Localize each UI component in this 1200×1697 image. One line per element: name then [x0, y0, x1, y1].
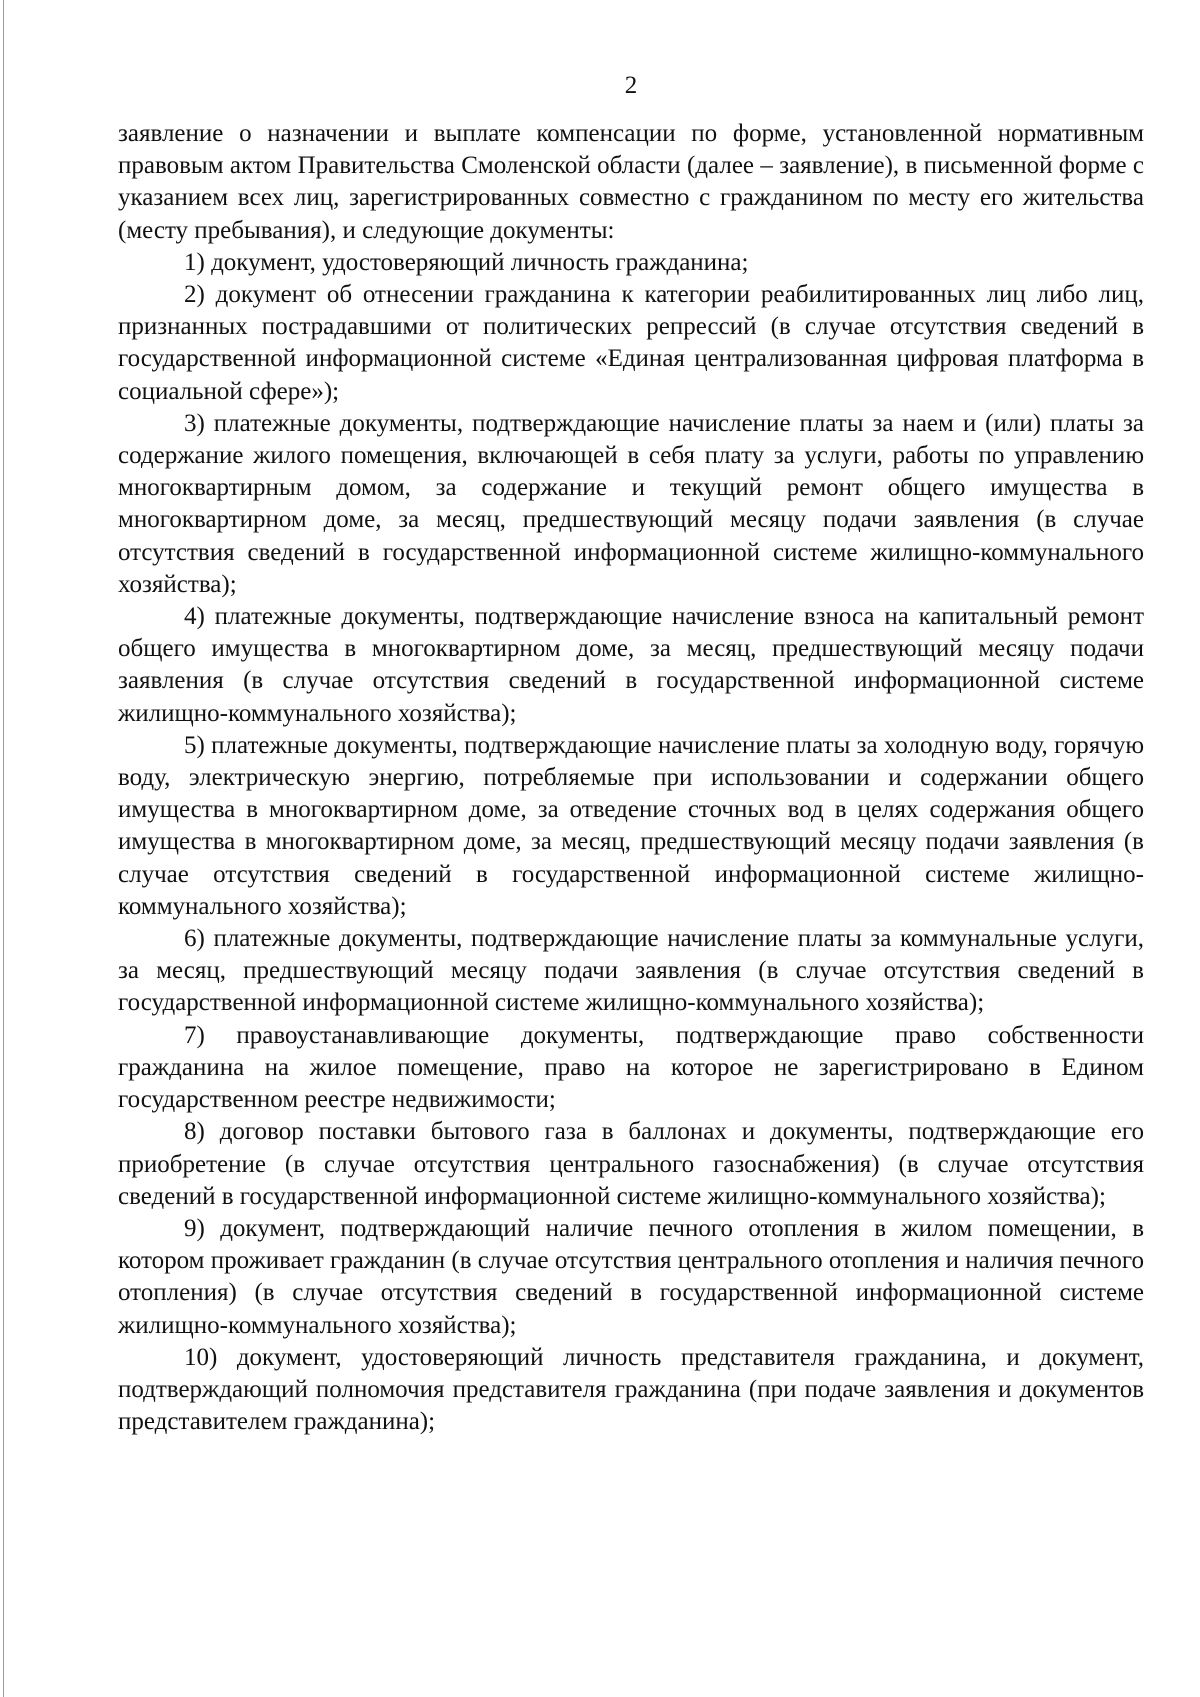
document-page: [118, 70, 1144, 1438]
list-item-2: 2) документ об отнесении гражданина к категории реабилитированных лиц либо лиц, признанных пострадавшими от политических репрессий (в случае отсутствия сведений в государственной информационной системе «Единая централизованная цифровая платформа в социальной сфере»);: [118, 281, 1144, 405]
list-item-6: 6) платежные документы, подтверждающие начисление платы за коммунальные услуги, за месяц, предшествующий месяцу подачи заявления (в случае отсутствия сведений в государственной информационной системе жилищно-коммунального хозяйства);: [118, 925, 1144, 1017]
list-item-7: 7) правоустанавливающие документы, подтверждающие право собственности гражданина на жилое помещение, право на которое не зарегистрировано в Едином государственном реестре недвижимости;: [118, 1021, 1144, 1114]
scan-left-edge-line: [3, 0, 4, 1697]
list-item-1: 1) документ, удостоверяющий личность гражданина;: [184, 248, 749, 276]
page-number: 2: [624, 72, 638, 99]
paragraph-intro: заявление о назначении и выплате компенсации по форме, установленной нормативным правовым актом Правительства Смоленской области (далее – заявление), в письменной форме с указанием всех лиц, зарегистрированных совместно с гражданином по месту его жительства (месту пребывания), и следующие документы:: [118, 120, 1144, 244]
list-item-5: 5) платежные документы, подтверждающие начисление платы за холодную воду, горячую воду, электрическую энергию, потребляемые при использовании и содержании общего имущества в многоквартирном доме, за отведение сточных вод в целях содержания общего имущества в многоквартирном доме, за месяц, предшествующий месяцу подачи заявления (в случае отсутствия сведений в государственной информационной системе жилищно-коммунального хозяйства);: [118, 731, 1144, 920]
list-item-9: 9) документ, подтверждающий наличие печного отопления в жилом помещении, в котором проживает гражданин (в случае отсутствия центрального отопления и наличия печного отопления) (в случае отсутствия сведений в государственной информационной системе жилищно-коммунального хозяйства);: [118, 1214, 1144, 1339]
list-item-8: 8) договор поставки бытового газа в баллонах и документы, подтверждающие его приобретение (в случае отсутствия центрального газоснабжения) (в случае отсутствия сведений в государственной информационной системе жилищно-коммунального хозяйства);: [118, 1118, 1144, 1210]
list-item-10: 10) документ, удостоверяющий личность представителя гражданина, и документ, подтверждающий полномочия представителя гражданина (при подаче заявления и документов представителем гражданина);: [118, 1343, 1144, 1436]
list-item-3: 3) платежные документы, подтверждающие начисление платы за наем и (или) платы за содержание жилого помещения, включающей в себя плату за услуги, работы по управлению многоквартирным домом, за содержание и текущий ремонт общего имущества в многоквартирном доме, за месяц, предшествующий месяцу подачи заявления (в случае отсутствия сведений в государственной информационной системе жилищно-коммунального хозяйства);: [118, 409, 1144, 598]
list-item-4: 4) платежные документы, подтверждающие начисление взноса на капитальный ремонт общего имущества в многоквартирном доме, за месяц, предшествующий месяцу подачи заявления (в случае отсутствия сведений в государственной информационной системе жилищно-коммунального хозяйства);: [118, 603, 1144, 727]
